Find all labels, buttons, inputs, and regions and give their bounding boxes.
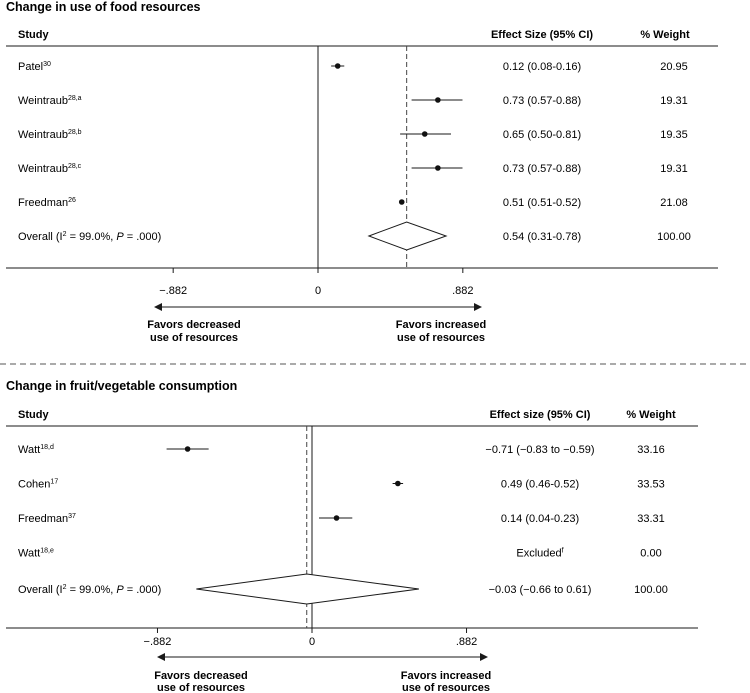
favors-left-label: Favors decreased [147,319,241,331]
effect-size-value [516,548,563,560]
effect-point [185,446,191,452]
weight-header: % Weight [626,409,676,421]
weight-header: % Weight [640,29,690,41]
effect-point [435,97,441,103]
effect-size-value [503,129,581,141]
effect-point [435,165,441,171]
study-label [18,197,76,209]
favors-right-label: Favors increased [400,670,492,682]
effect-size-footnote: f [561,547,564,555]
effect-point [334,515,340,521]
overall-effect-value: −0.03 (−0.66 to 0.61) [488,584,592,596]
left-arrowhead [157,653,165,661]
weight-value: 33.16 [637,444,665,456]
panel-food-resources [6,0,718,344]
study-label [18,513,76,525]
overall-label-sup: 2 [62,231,67,238]
favors-right-label: use of resources [401,682,491,693]
effect-size-text: 0.51 (0.51-0.52) [502,197,582,209]
effect-size-value [501,479,579,491]
study-header: Study [18,29,49,41]
x-tick-label: .882 [455,636,478,648]
overall-label-post: = .000) [123,231,162,243]
overall-diamond [369,222,446,250]
overall-label-pre: Overall (I [18,231,63,243]
study-name: Freedman [18,513,69,525]
effect-size-text: −0.71 (−0.83 to −0.59) [485,444,595,456]
effect-size-value [503,95,581,107]
study-name: Freedman [18,197,69,209]
effect-size-text: 0.65 (0.50-0.81) [502,129,582,141]
effect-size-value [503,163,581,175]
study-name: Weintraub [18,129,68,141]
study-header: Study [18,409,49,421]
effect-size-value [503,61,581,73]
effect-size-header: Effect Size (95% CI) [490,29,594,41]
study-label [18,163,82,175]
effect-size-text: Excluded [516,547,562,560]
study-label [18,95,82,107]
overall-label-p: P [116,584,124,596]
effect-size-header: Effect size (95% CI) [489,409,591,421]
study-reference: 18,e [40,547,54,555]
weight-value: 19.31 [660,163,688,175]
study-reference: 37 [68,513,76,520]
weight-value: 33.31 [637,513,665,525]
overall-label [18,584,161,596]
favors-left-label: Favors decreased [154,670,248,682]
panel-title: Change in use of food resources [6,0,201,14]
favors-right-label: use of resources [396,332,486,344]
overall-effect-value: 0.54 (0.31-0.78) [502,231,582,243]
weight-value: 20.95 [660,61,688,73]
effect-size-value [501,513,579,525]
study-name: Watt [18,547,41,560]
panel-fruit-vegetable [6,379,698,693]
x-tick-label: .882 [452,285,474,297]
study-reference: 28,a [67,95,82,102]
weight-value: 19.35 [660,129,688,141]
effect-size-value [503,197,581,209]
panel-title: Change in fruit/vegetable consumption [6,379,238,393]
overall-label-mid: = 99.0%, [66,231,117,243]
effect-size-text: 0.73 (0.57-0.88) [502,95,582,107]
effect-size-text: 0.12 (0.08-0.16) [502,61,582,73]
overall-weight-value: 100.00 [634,584,668,596]
overall-label-mid: = 99.0%, [66,584,117,596]
overall-diamond [196,574,419,604]
overall-label-post: = .000) [123,584,162,596]
x-tick-label: 0 [314,285,322,297]
right-arrowhead [480,653,488,661]
favors-left-label: use of resources [149,332,239,344]
study-name: Weintraub [18,95,68,107]
study-name: Cohen [18,478,51,491]
study-label [18,548,54,560]
overall-label-pre: Overall (I [18,584,63,596]
effect-point [395,481,401,487]
weight-value: 21.08 [660,197,688,209]
x-tick-label: 0 [308,636,316,648]
favors-left-label: use of resources [156,682,246,693]
effect-size-value [485,444,594,456]
study-reference: 18,d [40,444,54,451]
effect-size-text: 0.14 (0.04-0.23) [500,513,580,525]
effect-size-text: 0.73 (0.57-0.88) [502,163,582,175]
overall-label-sup: 2 [62,584,67,591]
study-name: Weintraub [18,163,68,175]
weight-value: 33.53 [637,478,665,491]
effect-point [399,199,405,205]
study-reference: 28,c [67,163,82,170]
study-label [18,479,58,491]
study-reference: 26 [68,197,76,204]
study-reference: 30 [43,61,51,68]
weight-value: 19.31 [660,95,688,107]
study-name: Patel [18,61,44,73]
effect-point [422,131,428,137]
x-tick-label: −.882 [143,636,172,648]
overall-weight-value: 100.00 [657,231,691,243]
study-name: Watt [18,444,41,456]
study-label [18,129,82,141]
study-reference: 28,b [67,129,82,136]
favors-right-label: Favors increased [395,319,487,331]
overall-label [18,231,161,243]
effect-point [335,63,341,69]
effect-size-text: 0.49 (0.46-0.52) [500,478,580,491]
left-arrowhead [154,303,162,311]
weight-value: 0.00 [640,547,662,560]
study-label [18,61,51,73]
overall-label-p: P [116,231,124,243]
study-label [18,444,54,456]
study-reference: 17 [50,478,59,486]
x-tick-label: −.882 [159,285,188,297]
right-arrowhead [474,303,482,311]
